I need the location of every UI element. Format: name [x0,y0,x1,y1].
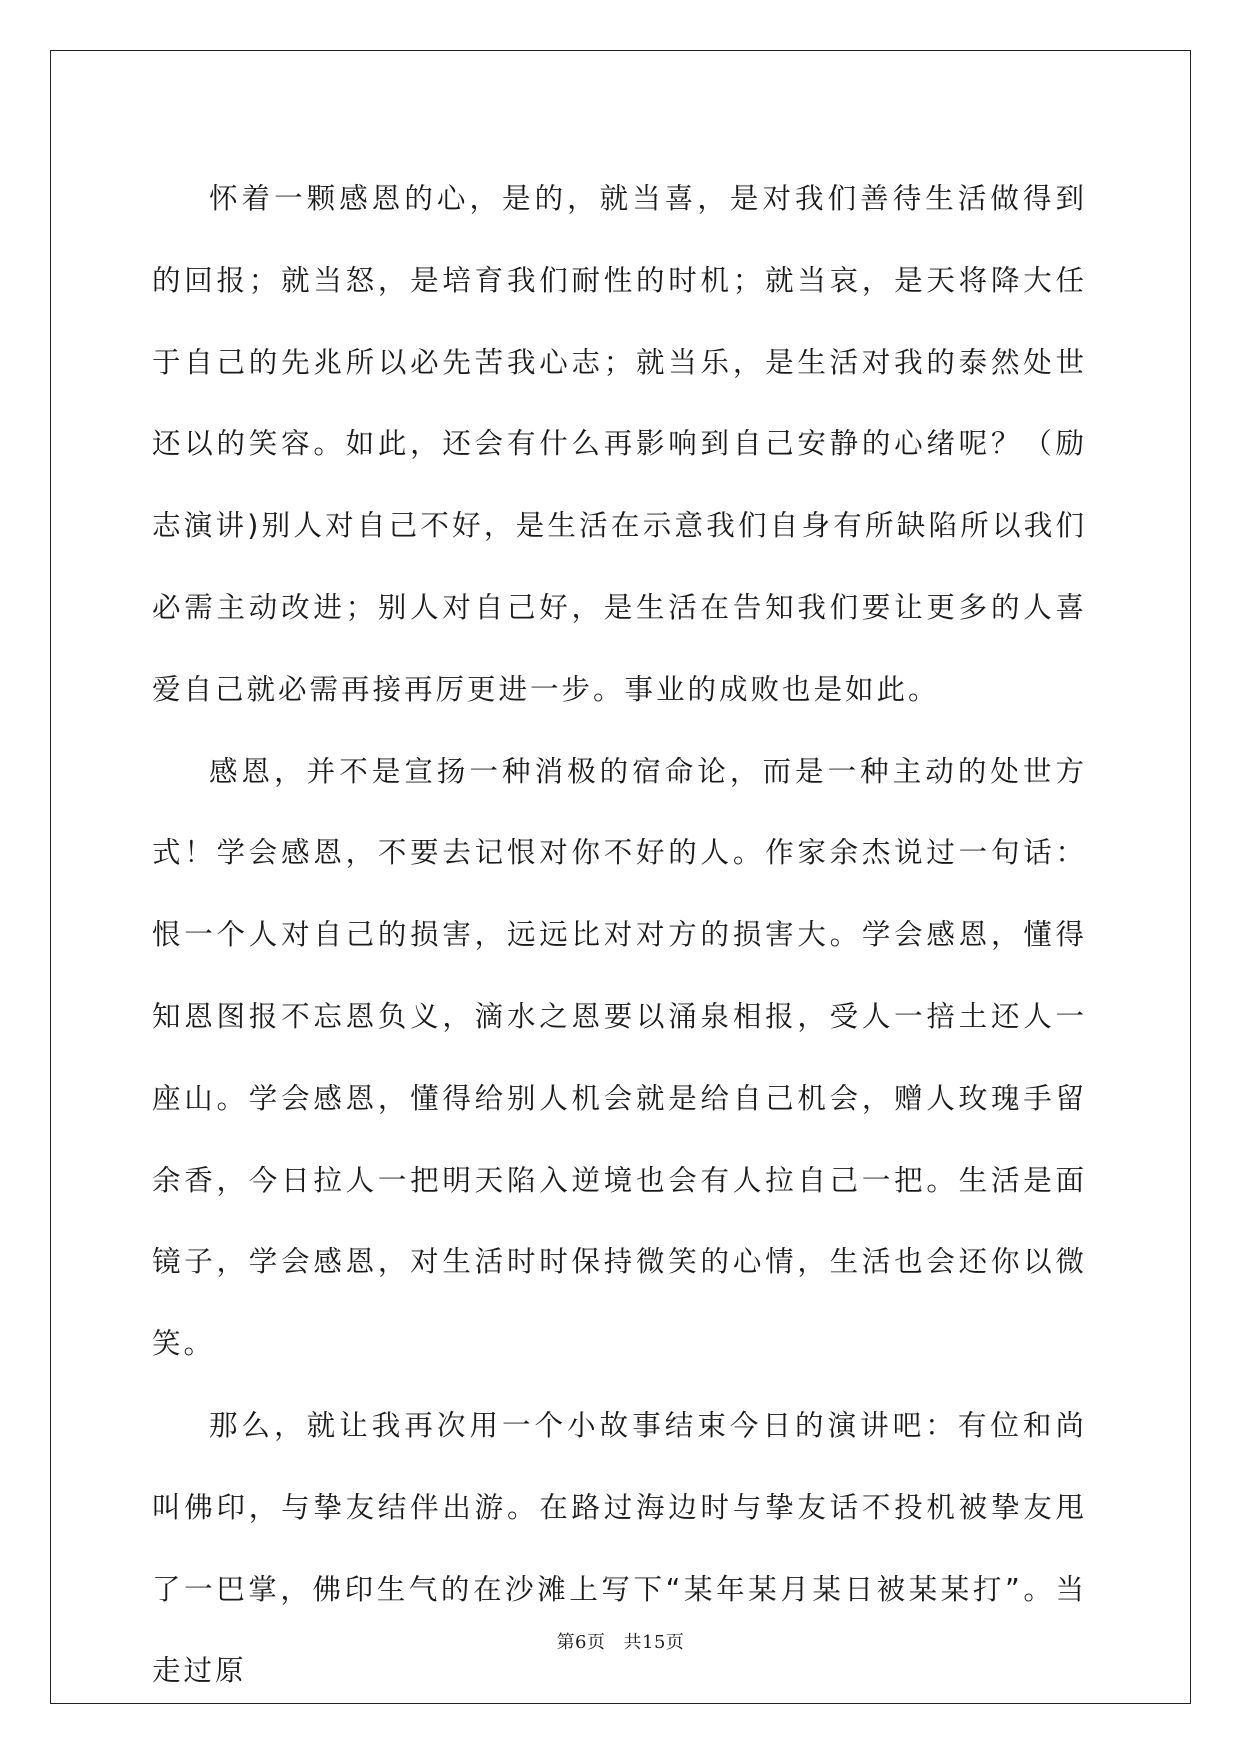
page-total: 共15页 [623,1632,685,1653]
page-number: 第6页 [556,1632,606,1653]
page-footer [0,1628,1241,1654]
paragraph-3: 那么，就让我再次用一个小故事结束今日的演讲吧：有位和尚叫佛印，与挚友结伴出游。在路过海边时与挚友话不投机被挚友甩了一巴掌，佛印生气的在沙滩上写下“某年某月某日被某某打”。当走过原 [152,1408,1087,1688]
paragraph-2: 感恩，并不是宣扬一种消极的宿命论，而是一种主动的处世方式！学会感恩，不要去记恨对你不好的人。作家余杰说过一句话：恨一个人对自己的损害，远远比对对方的损害大。学会感恩，懂得知恩图报不忘恩负义，滴水之恩要以涌泉相报，受人一掊土还人一座山。学会感恩，懂得给别人机会就是给自己机会，赠人玫瑰手留余香，今日拉人一把明天陷入逆境也会有人拉自己一把。生活是面镜子，学会感恩，对生活时时保持微笑的心情，生活也会还你以微笑。 [152,754,1087,1361]
paragraph-1: 怀着一颗感恩的心，是的，就当喜，是对我们善待生活做得到的回报；就当怒，是培育我们耐性的时机；就当哀，是天将降大任于自己的先兆所以必先苦我心志；就当乐，是生活对我的泰然处世还以的笑容。如此，还会有什么再影响到自己安静的心绪呢？（励志演讲)别人对自己不好，是生活在示意我们自身有所缺陷所以我们必需主动改进；别人对自己好，是生活在告知我们要让更多的人喜爱自己就必需再接再厉更进一步。事业的成败也是如此。 [152,182,1087,706]
document-body [152,158,1087,1712]
